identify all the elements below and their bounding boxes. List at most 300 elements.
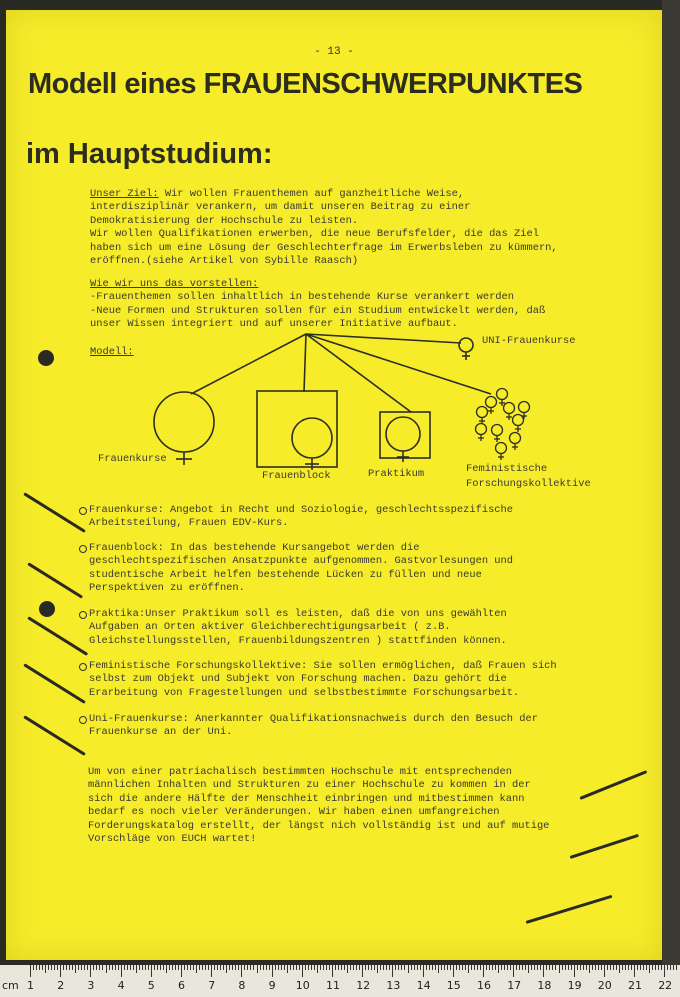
ruler-tick (244, 965, 245, 970)
frauenblock-box (257, 391, 337, 467)
ruler-tick (456, 965, 457, 970)
ruler-tick (48, 965, 49, 970)
item-line: studentische Arbeit helfen bestehende Lücken zu füllen und neue (89, 568, 482, 581)
ruler-tick (453, 965, 454, 977)
ruler-tick (392, 965, 393, 977)
ruler-tick (583, 965, 584, 970)
ruler-tick (299, 965, 300, 970)
ruler-number: 2 (57, 979, 65, 992)
ruler-number: 16 (477, 979, 491, 992)
ruler-tick (102, 965, 103, 970)
title-line-1: Modell eines FRAUENSCHWERPUNKTES (28, 68, 583, 100)
ruler-tick (60, 965, 61, 977)
ruler-tick (667, 965, 668, 970)
ruler-tick (69, 965, 70, 970)
ruler-tick (552, 965, 553, 970)
ruler-tick (513, 965, 514, 977)
ruler-tick (305, 965, 306, 970)
ruler-tick (447, 965, 448, 970)
ruler-tick (148, 965, 149, 970)
ziel-line: Wir wollen Qualifikationen erwerben, die neue Berufsfelder, die das Ziel (90, 228, 539, 241)
venus-icon (519, 402, 530, 420)
ruler-tick (441, 965, 442, 970)
ruler-tick (293, 965, 294, 970)
ruler-tick (426, 965, 427, 970)
ruler-tick (45, 965, 46, 973)
ruler-tick (115, 965, 116, 970)
ruler-tick (417, 965, 418, 970)
ruler-tick (278, 965, 279, 970)
ruler-tick (202, 965, 203, 970)
title-line-2: im Hauptstudium: (26, 138, 273, 170)
vorstellung-line: -Frauenthemen sollen inhaltlich in bestehende Kurse verankert werden (90, 291, 515, 304)
ruler-tick (109, 965, 110, 970)
ruler-tick (30, 965, 31, 977)
frauenkurse-label: Frauenkurse (98, 453, 167, 465)
item-line: Arbeitsteilung, Frauen EDV-Kurs. (89, 517, 289, 530)
ruler-tick (507, 965, 508, 970)
ruler-tick (166, 965, 167, 973)
vorstellung-heading: Wie wir uns das vorstellen: (90, 278, 259, 290)
ruler-tick (332, 965, 333, 977)
ruler-tick (169, 965, 170, 970)
praktikum-label: Praktikum (368, 468, 425, 480)
bullet-icon (79, 663, 87, 671)
ruler-tick (341, 965, 342, 970)
ruler-tick (217, 965, 218, 970)
ruler-tick (329, 965, 330, 970)
ruler-tick (377, 965, 378, 973)
ruler-tick (257, 965, 258, 973)
ruler-tick (658, 965, 659, 970)
closing-line: Um von einer patriachalisch bestimmten Hochschule mit entsprechenden (88, 766, 513, 778)
ruler-tick (42, 965, 43, 970)
ruler-tick (184, 965, 185, 970)
ruler-tick (133, 965, 134, 970)
ruler-tick (519, 965, 520, 970)
ruler-tick (211, 965, 212, 977)
ruler-tick (486, 965, 487, 970)
ruler-tick (652, 965, 653, 970)
ruler-tick (501, 965, 502, 970)
ruler-tick (157, 965, 158, 970)
ruler-tick (568, 965, 569, 970)
ruler-tick (281, 965, 282, 970)
ruler-tick (311, 965, 312, 970)
item-line: Feministische Forschungskollektive: Sie sollen ermöglichen, daß Frauen sich (89, 660, 557, 672)
ruler-tick (160, 965, 161, 970)
ruler-tick (589, 965, 590, 973)
modell-heading: Modell: (90, 346, 134, 358)
ruler-tick (661, 965, 662, 970)
ruler-tick (106, 965, 107, 973)
ruler-tick (398, 965, 399, 970)
connector-line (304, 334, 306, 392)
decorative-slash (23, 715, 86, 756)
ruler-tick (178, 965, 179, 970)
ruler-number: 15 (446, 979, 461, 992)
ruler-tick (57, 965, 58, 970)
uni-frauenkurse-label: UNI-Frauenkurse (482, 335, 576, 347)
ziel-line: Demokratisierung der Hochschule zu leisten. (90, 214, 359, 227)
ruler-tick (72, 965, 73, 970)
ruler-tick (649, 965, 650, 973)
ruler-tick (151, 965, 152, 977)
ruler-tick (241, 965, 242, 977)
bullet-icon (79, 545, 87, 553)
ruler-tick (51, 965, 52, 970)
ruler-tick (121, 965, 122, 977)
ruler-tick (96, 965, 97, 970)
ruler-tick (640, 965, 641, 970)
ruler-tick (483, 965, 484, 977)
ruler-tick (595, 965, 596, 970)
model-diagram (6, 10, 662, 510)
ruler-tick (272, 965, 273, 977)
ruler-tick (63, 965, 64, 970)
ruler-tick (634, 965, 635, 977)
ruler-tick (389, 965, 390, 970)
item-line: Gleichstellungsstellen, Frauenbildungszentren ) stattfinden können. (89, 634, 507, 647)
ruler-tick (489, 965, 490, 970)
ruler-number: 18 (537, 979, 552, 992)
ruler-tick (601, 965, 602, 970)
ruler-tick (130, 965, 131, 970)
ruler-tick (99, 965, 100, 970)
ruler-tick (266, 965, 267, 970)
ruler-tick (498, 965, 499, 973)
ruler-tick (429, 965, 430, 970)
decorative-slash (579, 770, 647, 800)
ruler-tick (577, 965, 578, 970)
item-line: Perspektiven zu eröffnen. (89, 582, 245, 595)
item-line: Erarbeitung von Fragestellungen und selbstbestimmte Forschungsarbeit. (89, 686, 520, 699)
ruler-tick (610, 965, 611, 970)
ziel-line: eröffnen.(siehe Artikel von Sybille Raasch) (90, 255, 359, 268)
ruler-tick (537, 965, 538, 970)
ruler-tick (395, 965, 396, 970)
ruler-tick (229, 965, 230, 970)
ruler-tick (296, 965, 297, 970)
document-page (6, 10, 662, 960)
ruler-tick (423, 965, 424, 977)
ruler-number: 8 (238, 979, 246, 992)
ruler-number: 1 (27, 979, 34, 992)
ruler-tick (580, 965, 581, 970)
frauenblock-label: Frauenblock (262, 470, 331, 482)
ruler-tick (78, 965, 79, 970)
ruler-tick (93, 965, 94, 970)
ruler-tick (284, 965, 285, 970)
ruler-tick (613, 965, 614, 970)
ruler-tick (187, 965, 188, 970)
ruler-tick (408, 965, 409, 973)
decorative-slash (27, 616, 88, 656)
ruler-tick (90, 965, 91, 977)
item-frauenkurse (89, 504, 513, 531)
ruler-tick (531, 965, 532, 970)
ruler-tick (232, 965, 233, 970)
ruler-tick (350, 965, 351, 970)
page-number: - 13 - (314, 46, 354, 58)
ruler-tick (673, 965, 674, 970)
ruler-tick (450, 965, 451, 970)
ruler-tick (75, 965, 76, 973)
ruler-tick (471, 965, 472, 970)
kollektive-venus-cluster (476, 389, 530, 461)
ruler-tick (525, 965, 526, 970)
ruler-unit: cm (2, 979, 19, 992)
ruler-number: 21 (628, 979, 642, 992)
ziel-heading: Unser Ziel: (90, 188, 159, 200)
ruler-tick (263, 965, 264, 970)
ruler-tick (112, 965, 113, 970)
ziel-first-line-rest: Wir wollen Frauenthemen auf ganzheitliche Weise, (158, 188, 465, 200)
ruler-tick (338, 965, 339, 970)
ruler-tick (619, 965, 620, 973)
ruler-tick (655, 965, 656, 970)
ruler-tick (444, 965, 445, 970)
ruler-tick (118, 965, 119, 970)
ruler-tick (344, 965, 345, 970)
closing-line: sich die andere Hälfte der Menschheit einbringen und mitbestimmen kann (88, 792, 525, 805)
ruler-tick (371, 965, 372, 970)
ruler-tick (420, 965, 421, 970)
ruler-tick (528, 965, 529, 973)
frauenkurse-venus-icon (154, 392, 214, 452)
closing-line: männlichen Inhalten und Strukturen zu einer Hochschule zu kommen in der (88, 779, 531, 792)
connector-line (306, 334, 411, 412)
ruler-tick (214, 965, 215, 970)
item-uni-frauenkurse (89, 713, 538, 740)
ruler-tick (87, 965, 88, 970)
ruler-tick (317, 965, 318, 973)
ruler-tick (631, 965, 632, 970)
item-praktika (89, 608, 507, 648)
uni-venus-icon (459, 338, 473, 352)
ruler-tick (571, 965, 572, 970)
ruler-tick (154, 965, 155, 970)
ruler-tick (432, 965, 433, 970)
ruler-tick (356, 965, 357, 970)
ruler-tick (302, 965, 303, 977)
page-edge-shadow (662, 0, 680, 965)
bullet-icon (79, 716, 87, 724)
ruler-tick (136, 965, 137, 973)
ruler-tick (534, 965, 535, 970)
item-line: Frauenkurse: Angebot in Recht und Soziologie, geschlechtsspezifische (89, 504, 514, 516)
ruler-tick (625, 965, 626, 970)
ruler-number: 7 (208, 979, 216, 992)
ruler-tick (438, 965, 439, 973)
ruler-tick (555, 965, 556, 970)
ruler-tick (199, 965, 200, 970)
ruler-tick (477, 965, 478, 970)
ruler-tick (510, 965, 511, 970)
ruler-tick (628, 965, 629, 970)
ruler-tick (359, 965, 360, 970)
ruler-tick (139, 965, 140, 970)
ruler-tick (386, 965, 387, 970)
ruler-tick (269, 965, 270, 970)
ruler-number: 22 (658, 979, 673, 992)
ruler-tick (39, 965, 40, 970)
bullet-icon (79, 611, 87, 619)
ruler-tick (559, 965, 560, 973)
ruler-tick (290, 965, 291, 970)
vorstellung-line: unser Wissen integriert und auf unserer Initiative aufbaut. (90, 318, 458, 331)
ruler-tick (142, 965, 143, 970)
ruler-tick (404, 965, 405, 970)
item-line: Aufgaben an Orten aktiver Gleichberechtigungsarbeit ( z.B. (89, 621, 451, 634)
decorative-slash (526, 895, 613, 924)
ruler-tick (205, 965, 206, 970)
venus-icon (496, 443, 507, 461)
ruler-tick (127, 965, 128, 970)
ruler-tick (320, 965, 321, 970)
ruler-tick (66, 965, 67, 970)
ruler-tick (516, 965, 517, 970)
ruler-number: 9 (268, 979, 276, 992)
ruler-tick (459, 965, 460, 970)
item-forschungskollektive (89, 660, 557, 700)
ruler-tick (468, 965, 469, 973)
kollektive-label-2: Forschungskollektive (466, 478, 591, 490)
ruler-tick (586, 965, 587, 970)
closing-line: bedarf es noch vieler Veränderungen. Wir haben einen umfangreichen (88, 806, 500, 819)
ruler-tick (54, 965, 55, 970)
ruler-tick (84, 965, 85, 970)
ruler-tick (480, 965, 481, 970)
ruler-tick (604, 965, 605, 977)
ruler-tick (193, 965, 194, 970)
ruler-tick (670, 965, 671, 970)
ruler-tick (462, 965, 463, 970)
ruler-tick (247, 965, 248, 970)
item-line: selbst zum Objekt und Subjekt von Forschung machen. Dazu gehört die (89, 673, 507, 686)
ruler-number: 11 (326, 979, 340, 992)
praktikum-venus-icon (386, 417, 420, 451)
ruler-tick (260, 965, 261, 970)
connector-line (306, 334, 491, 394)
ziel-line: interdisziplinär verankern, um damit unseren Beitrag zu einer (90, 201, 471, 214)
ruler-tick (365, 965, 366, 970)
closing-line: Vorschläge von EUCH wartet! (88, 833, 257, 846)
ruler-tick (172, 965, 173, 970)
ruler-tick (574, 965, 575, 977)
kollektive-label-1: Feministische (466, 463, 548, 475)
frauenblock-venus-icon (292, 418, 332, 458)
ruler-number: 12 (356, 979, 371, 992)
venus-icon (492, 425, 503, 443)
ruler-tick (368, 965, 369, 970)
ruler-tick (181, 965, 182, 977)
bullet-icon (79, 507, 87, 515)
ruler-tick (549, 965, 550, 970)
ruler-tick (253, 965, 254, 970)
ruler-tick (33, 965, 34, 970)
ruler-tick (465, 965, 466, 970)
ruler-tick (592, 965, 593, 970)
ruler-tick (220, 965, 221, 970)
ruler-tick (226, 965, 227, 973)
ruler-number: 19 (567, 979, 582, 992)
ruler-tick (607, 965, 608, 970)
ruler-tick (374, 965, 375, 970)
ruler-tick (646, 965, 647, 970)
ruler-tick (190, 965, 191, 970)
item-line: Uni-Frauenkurse: Anerkannter Qualifikationsnachweis durch den Besuch der (89, 713, 538, 725)
ruler-tick (353, 965, 354, 970)
ruler-number: 6 (178, 979, 185, 992)
ruler-tick (411, 965, 412, 970)
ruler-tick (323, 965, 324, 970)
decorative-slash (23, 663, 86, 704)
connector-line (191, 334, 306, 394)
ziel-line: haben sich um eine Lösung der Geschlechterfrage im Erwerbsleben zu kümmern, (90, 241, 558, 254)
ruler-tick (275, 965, 276, 970)
ruler-number: 17 (507, 979, 522, 992)
ruler-tick (362, 965, 363, 977)
ruler-number: 5 (147, 979, 155, 992)
ruler-tick (504, 965, 505, 970)
ruler-tick (598, 965, 599, 970)
closing-line: Forderungskatalog erstellt, der längst nich vollständig ist und auf mutige (88, 819, 550, 832)
ruler-number: 20 (597, 979, 612, 992)
ruler-tick (401, 965, 402, 970)
decorative-slash (570, 834, 639, 859)
decorative-slash (27, 562, 83, 598)
ruler-tick (492, 965, 493, 970)
ruler-tick (347, 965, 348, 973)
ruler-tick (435, 965, 436, 970)
venus-icon (513, 415, 524, 433)
ruler-tick (238, 965, 239, 970)
ruler-tick (562, 965, 563, 970)
ruler-tick (543, 965, 544, 977)
measurement-ruler (0, 965, 680, 997)
ruler-tick (235, 965, 236, 970)
venus-icon (510, 433, 521, 451)
ruler-tick (383, 965, 384, 970)
ruler-tick (287, 965, 288, 973)
ruler-number: 13 (386, 979, 401, 992)
ruler-tick (616, 965, 617, 970)
ruler-tick (522, 965, 523, 970)
ruler-tick (208, 965, 209, 970)
ruler-tick (495, 965, 496, 970)
ruler-tick (250, 965, 251, 970)
item-line: Frauenkurse an der Uni. (89, 726, 233, 739)
ruler-tick (196, 965, 197, 973)
ruler-tick (163, 965, 164, 970)
ruler-number: 3 (87, 979, 95, 992)
decorative-dot (38, 350, 54, 366)
ruler-tick (414, 965, 415, 970)
ruler-tick (643, 965, 644, 970)
ruler-tick (664, 965, 665, 977)
ruler-tick (637, 965, 638, 970)
ruler-tick (175, 965, 176, 970)
ruler-tick (124, 965, 125, 970)
ruler-tick (36, 965, 37, 970)
ruler-tick (540, 965, 541, 970)
ruler-tick (81, 965, 82, 970)
ruler-tick (380, 965, 381, 970)
vorstellung-line: -Neue Formen und Strukturen sollen für ein Studium entwickelt werden, daß (90, 304, 546, 317)
ruler-tick (308, 965, 309, 970)
item-line: Praktika:Unser Praktikum soll es leisten, daß die von uns gewählten (89, 608, 507, 620)
